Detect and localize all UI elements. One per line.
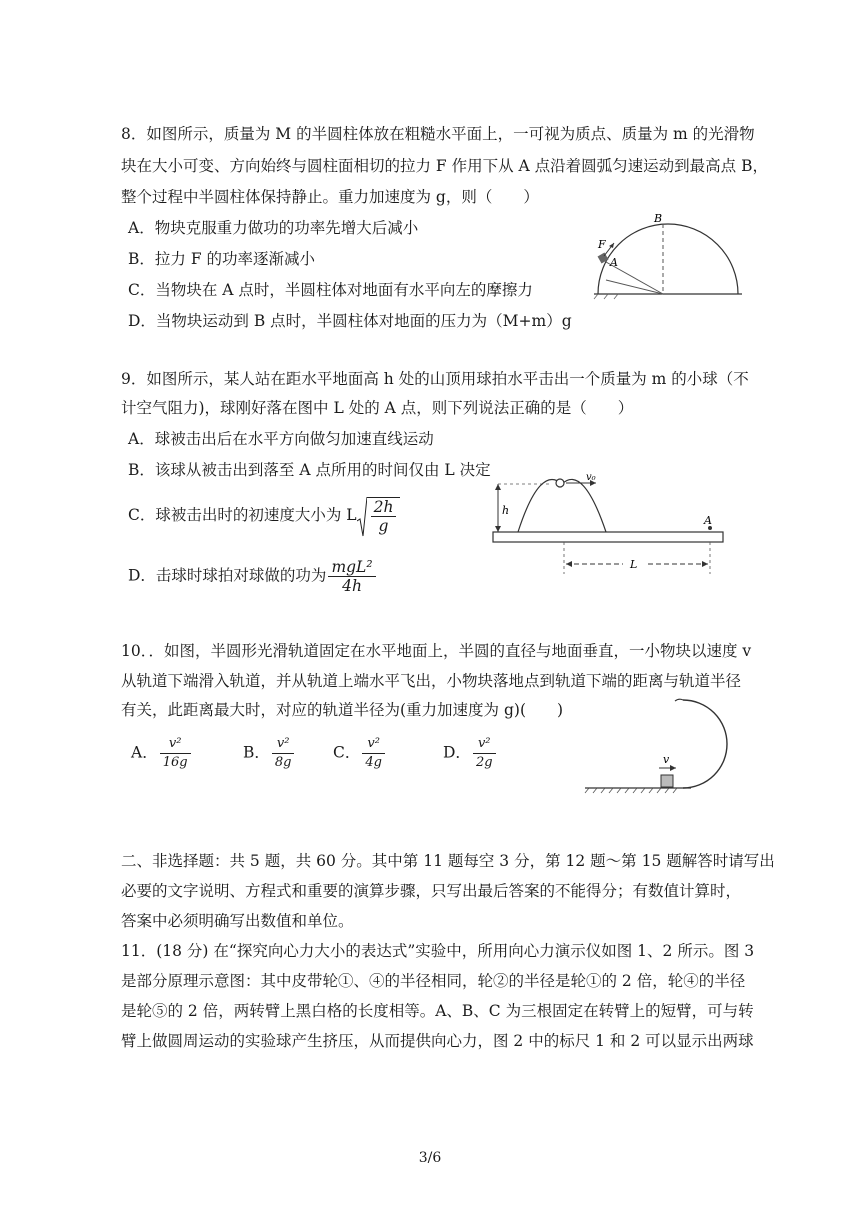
q10-b-numerator: v² xyxy=(272,735,295,754)
q9-fig-label-v0: v₀ xyxy=(586,472,596,483)
q8-semicylinder-figure xyxy=(588,210,748,300)
q9-option-d xyxy=(128,558,378,595)
section2-line-3: 答案中必须明确写出数值和单位。 xyxy=(121,912,354,930)
q8-option-c: C．当物块在 A 点时，半圆柱体对地面有水平向左的摩擦力 xyxy=(128,281,533,299)
q9-option-c xyxy=(128,497,400,535)
q10-d-numerator: v² xyxy=(473,735,496,754)
q10-option-d xyxy=(443,735,498,772)
q10-option-c xyxy=(333,735,387,772)
q9-line-1: 9．如图所示，某人站在距水平地面高 h 处的山顶用球拍水平击出一个质量为 m 的小球（不 xyxy=(121,370,749,388)
q10-line-1: 10．．如图，半圆形光滑轨道固定在水平地面上，半圆的直径与地面垂直，一小物块以速度 v xyxy=(121,642,752,660)
q9-c-numerator: 2h xyxy=(371,498,397,517)
q8-option-a: A．物块克服重力做功的功率先增大后减小 xyxy=(128,219,419,237)
q9-fig-label-a: A xyxy=(704,514,712,527)
q9-d-numerator: mgL² xyxy=(328,558,375,577)
q10-a-denominator: 16g xyxy=(162,755,188,770)
q9-option-a: A．球被击出后在水平方向做匀加速直线运动 xyxy=(128,430,434,448)
q9-option-b: B．该球从被击出到落至 A 点所用的时间仅由 L 决定 xyxy=(128,461,491,479)
section2-line-2: 必要的文字说明、方程式和重要的演算步骤，只写出最后答案的不能得分；有数值计算时， xyxy=(121,882,742,900)
q10-option-b xyxy=(243,735,296,772)
q10-c-denominator: 4g xyxy=(365,755,382,770)
q9-option-d-text: D．击球时球拍对球做的功为 xyxy=(128,566,327,585)
q8-fig-label-b: B xyxy=(654,212,663,225)
q8-line-3: 整个过程中半圆柱体保持静止。重力加速度为 g，则（ ） xyxy=(121,188,539,206)
q8-line-1: 8．如图所示，质量为 M 的半圆柱体放在粗糙水平面上，一可视为质点、质量为 m 的光滑物 xyxy=(121,125,755,143)
q10-option-c-label: C． xyxy=(333,743,361,762)
q8-line-2: 块在大小可变、方向始终与圆柱面相切的拉力 F 作用下从 A 点沿着圆弧匀速运动到最高点 B， xyxy=(121,157,768,175)
q11-line-4: 臂上做圆周运动的实验球产生挤压，从而提供向心力，图 2 中的标尺 1 和 2 可以显示出两球 xyxy=(121,1032,754,1050)
q9-d-denominator: 4h xyxy=(342,577,362,595)
q10-c-numerator: v² xyxy=(362,735,385,754)
q8-fig-label-f: F xyxy=(598,238,606,251)
q11-line-2: 是部分原理示意图：其中皮带轮①、④的半径相同，轮②的半径是轮①的 2 倍，轮④的半径 xyxy=(121,972,746,990)
q10-line-3: 有关，此距离最大时，对应的轨道半径为(重力加速度为 g)( ) xyxy=(121,701,564,719)
q10-b-denominator: 8g xyxy=(274,755,292,770)
q10-track-figure xyxy=(583,688,733,798)
q8-option-d: D．当物块运动到 B 点时，半圆柱体对地面的压力为（M+m）g xyxy=(128,312,572,330)
q11-line-3: 是轮⑤的 2 倍，两转臂上黑白格的长度相等。A、B、C 为三根固定在转臂上的短臂，可与转 xyxy=(121,1002,754,1020)
q9-line-2: 计空气阻力)，球刚好落在图中 L 处的 A 点，则下列说法正确的是（ ） xyxy=(121,399,634,417)
q9-fig-label-l: L xyxy=(630,558,638,571)
page-number: 3/6 xyxy=(418,1150,442,1166)
q10-option-d-label: D． xyxy=(443,743,471,762)
q9-fig-label-h: h xyxy=(502,504,510,517)
q10-fig-label-v: v xyxy=(663,753,670,766)
q10-d-denominator: 2g xyxy=(475,755,493,770)
section2-line-1: 二、非选择题：共 5 题，共 60 分。其中第 11 题每空 3 分，第 12 题～第 15 题解答时请写出 xyxy=(121,852,775,870)
q10-option-a xyxy=(131,735,193,772)
q10-option-a-label: A． xyxy=(131,743,158,762)
q9-sqrt xyxy=(357,497,401,535)
q10-a-numerator: v² xyxy=(160,735,191,754)
q10-option-b-label: B． xyxy=(243,743,270,762)
q9-c-denominator: g xyxy=(378,517,389,535)
q9-projectile-figure xyxy=(488,470,733,580)
q9-option-c-text: C．球被击出时的初速度大小为 L xyxy=(128,506,357,524)
q10-line-2: 从轨道下端滑入轨道，并从轨道上端水平飞出，小物块落地点到轨道下端的距离与轨道半径 xyxy=(121,672,742,690)
q8-fig-label-a: A xyxy=(610,256,618,269)
q11-line-1: 11．(18 分) 在“探究向心力大小的表达式”实验中，所用向心力演示仪如图 1、2 所示。图 3 xyxy=(121,942,755,960)
q8-option-b: B．拉力 F 的功率逐渐减小 xyxy=(128,250,315,268)
